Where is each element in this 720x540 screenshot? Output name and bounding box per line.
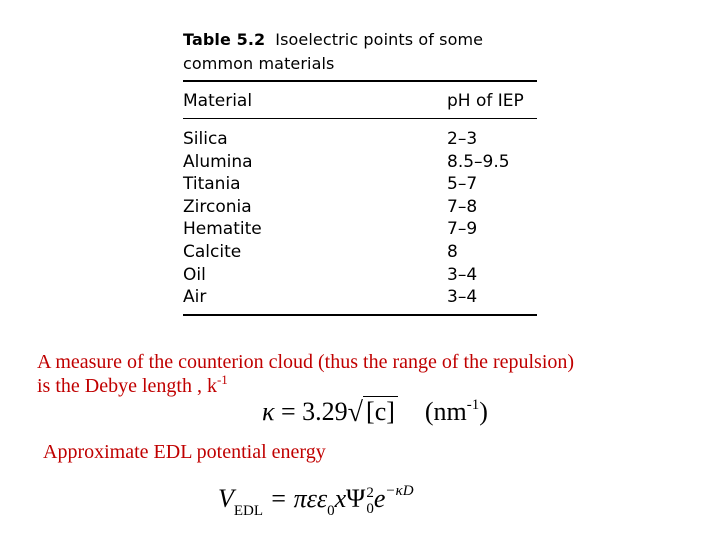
material-cell: Calcite (183, 241, 242, 262)
iep-cell: 5–7 (447, 174, 478, 195)
material-cell: Air (183, 287, 207, 308)
material-cell: Oil (183, 264, 206, 285)
sqrt-icon: √ (347, 397, 364, 428)
edl-lhs: V (218, 484, 234, 513)
table-5-2 (183, 28, 537, 308)
edl-psi: Ψ (346, 484, 366, 513)
edl-energy-equation: $V_{EDL} = \pi\varepsilon\varepsilon_0x\Psi$ 2 0 $e^{-\kappa D}$ (218, 483, 414, 519)
table-body (183, 128, 537, 309)
table-row (183, 196, 537, 219)
iep-cell: 7–8 (447, 196, 478, 217)
table-header (183, 90, 537, 112)
iep-cell: 3–4 (447, 287, 478, 308)
kappa-unit: $(nm^{-1})$ (424, 397, 488, 426)
edl-exp-base: e (373, 484, 386, 513)
table-row (183, 151, 537, 174)
header-material: Material (183, 91, 253, 111)
edl-psi-indices: 2 0 (366, 485, 374, 518)
iep-cell: 8.5–9.5 (447, 151, 510, 172)
table-row (183, 264, 537, 287)
iep-cell: 7–9 (447, 219, 478, 240)
counterion-sentence (37, 350, 574, 398)
table-row (183, 286, 537, 309)
caption-line-1: Isoelectric points of some (275, 30, 484, 49)
material-cell: Alumina (183, 151, 253, 172)
material-cell: Hematite (183, 219, 262, 240)
debye-exponent: -1 (216, 372, 228, 387)
kappa-coefficient: = 3.29 (280, 397, 348, 426)
counterion-line-2: is the Debye length , $k^{-1}$ (37, 372, 228, 397)
edl-x: x (334, 484, 347, 513)
edl-heading: Approximate EDL potential energy (43, 441, 326, 463)
iep-cell: 2–3 (447, 129, 478, 149)
edl-prefactor: = πεε (269, 484, 328, 513)
table-bottom-rule (183, 314, 537, 316)
table-top-rule (183, 80, 537, 82)
debye-kappa-equation (262, 396, 488, 428)
material-cell: Titania (183, 174, 241, 195)
iep-cell: 8 (447, 241, 458, 262)
table-row (183, 128, 537, 151)
header-ph-iep: pH of IEP (447, 91, 524, 111)
caption-line-2: common materials (183, 54, 335, 73)
edl-lhs-subscript: EDL (233, 503, 264, 519)
counterion-line-1: A measure of the counterion cloud (thus the range of the repulsion) (37, 351, 575, 373)
table-header-rule (183, 118, 537, 119)
table-row (183, 241, 537, 264)
table-caption (183, 28, 537, 76)
table-row (183, 218, 537, 241)
material-cell: Silica (183, 129, 228, 149)
kappa-symbol: κ (262, 397, 275, 426)
material-cell: Zirconia (183, 196, 252, 217)
edl-exponent: −κD (385, 483, 414, 499)
iep-cell: 3–4 (447, 264, 478, 285)
sqrt-radicand: [c] (363, 396, 398, 426)
table-row (183, 173, 537, 196)
table-label: Table 5.2 (183, 30, 266, 49)
